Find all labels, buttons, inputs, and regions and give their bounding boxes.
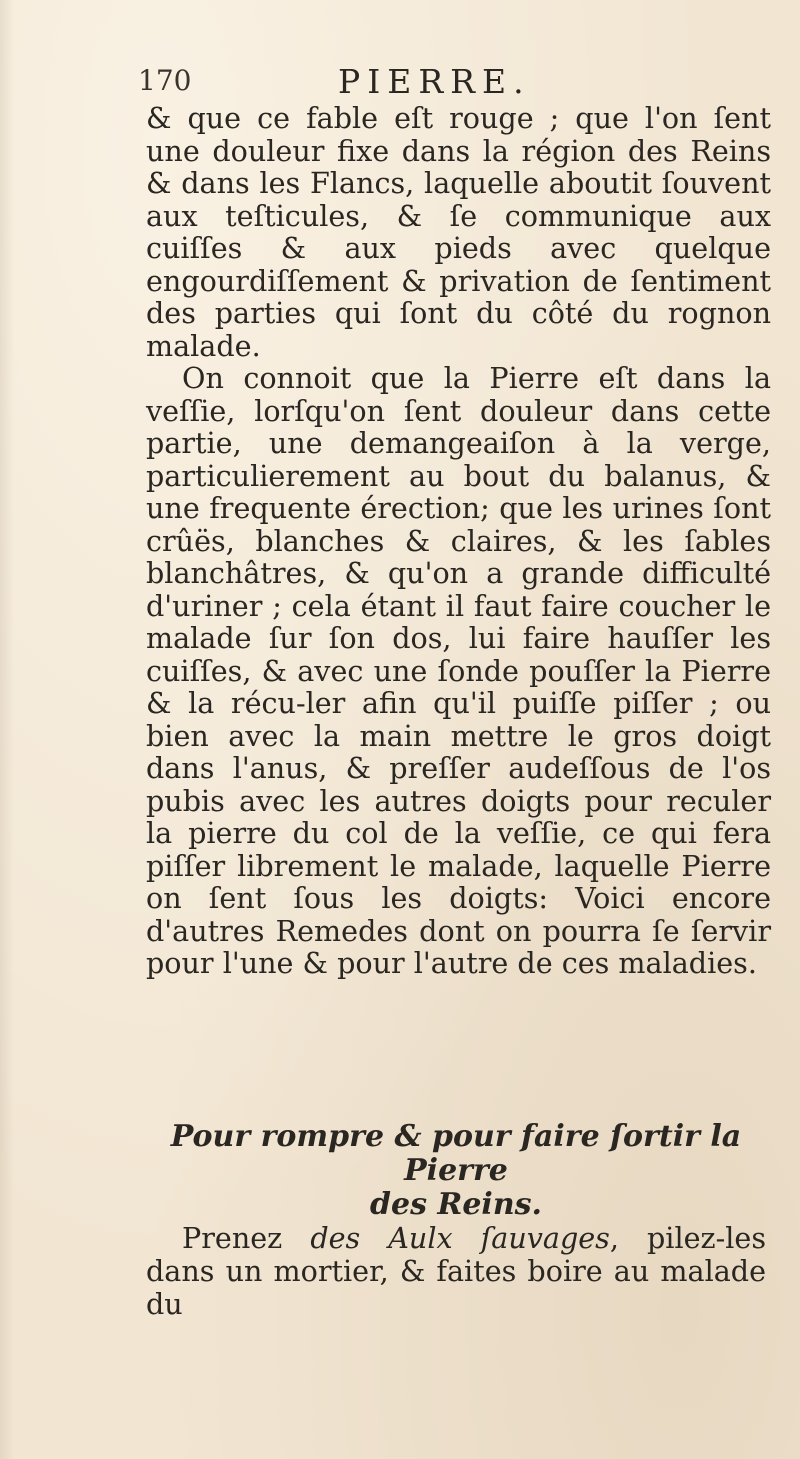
recipe-paragraph bbox=[146, 1222, 766, 1321]
recipe-suffix: , pilez-les dans un mortier, & faites boire au malade du bbox=[146, 1221, 766, 1321]
section-heading-line-2: des Reins. bbox=[370, 1187, 542, 1222]
recipe-prefix: Prenez bbox=[182, 1221, 311, 1255]
section-heading bbox=[146, 1120, 766, 1222]
paragraph-1: & que ce fable eſt rouge ; que l'on ſent une douleur fixe dans la région des Reins & dans les Flancs, laquelle aboutit ſouvent aux teſticules, & ſe communique aux cuiſſes & aux pieds avec quelque engourdiſſement & privation de ſentiment des parties qui ſont du côté du rognon malade. bbox=[146, 101, 771, 363]
body-text bbox=[146, 102, 771, 980]
recipe-ingredient: des Aulx ſauvages bbox=[310, 1221, 610, 1255]
page-header bbox=[138, 62, 638, 102]
paragraph-2: On connoit que la Pierre eſt dans la veſſie, lorſqu'on ſent douleur dans cette partie, une demangeaiſon à la verge, particulierement au bout du balanus, & une frequente érection; que les urines ſont crûës, blanches & claires, & les ſables blanchâtres, & qu'on a grande difficulté d'uriner ; cela étant il faut faire coucher le malade ſur ſon dos, lui faire hauſſer les cuiſſes, & avec une ſonde pouſſer la Pierre & la récu-ler afin qu'il puiſſe piſſer ; ou bien avec la main mettre le gros doigt dans l'anus, & preſſer audeſſous de l'os pubis avec les autres doigts pour reculer la pierre du col de la veſſie, ce qui fera piſſer librement le malade, laquelle Pierre on ſent ſous les doigts: Voici encore d'autres Remedes dont on pourra ſe ſervir pour l'une & pour l'autre de ces maladies. bbox=[146, 361, 771, 980]
section-heading-line-1: Pour rompre & pour faire ſortir la Pierre bbox=[170, 1119, 742, 1188]
running-title: PIERRE. bbox=[338, 62, 531, 101]
page-edge-shadow bbox=[0, 0, 14, 1459]
page-number: 170 bbox=[138, 64, 192, 97]
recipe-text bbox=[146, 1222, 766, 1321]
